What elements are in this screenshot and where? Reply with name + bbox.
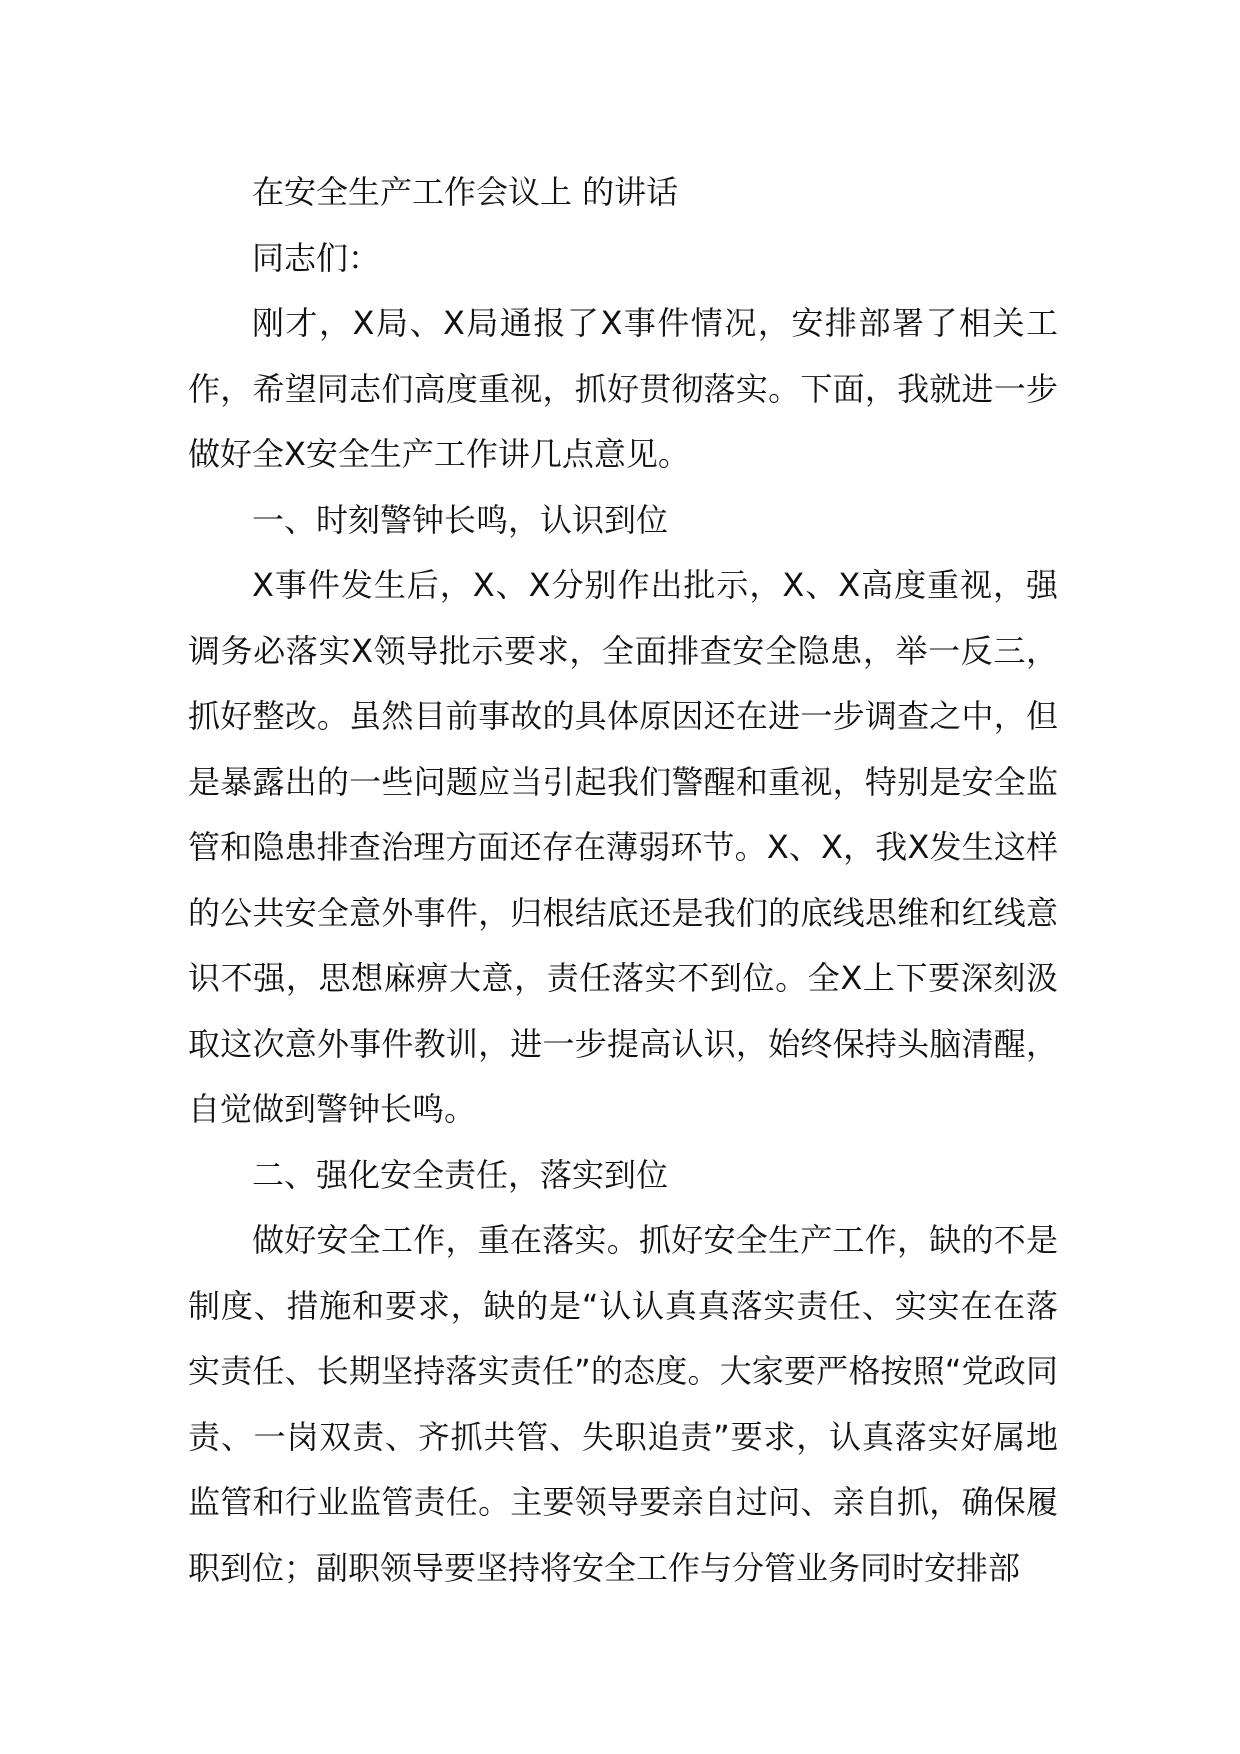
section-heading-1: 一、时刻警钟长鸣，认识到位 [252,500,669,539]
document-body [188,160,1058,1601]
paragraph-section-2: 做好安全工作，重在落实。抓好安全生产工作，缺的不是制度、措施和要求，缺的是“认认真真落实责任、实实在在落实责任、长期坚持落实责任”的态度。大家要严格按照“党政同责、一岗双责、齐抓共管、失职追责”要求，认真落实好属地监管和行业监管责任。主要领导要亲自过问、亲自抓，确保履职到位；副职领导要坚持将安全工作与分管业务同时安排部 [188,1221,1058,1587]
paragraph-intro: 刚才，X局、X局通报了X事件情况，安排部署了相关工作，希望同志们高度重视，抓好贯彻落实。下面，我就进一步做好全X安全生产工作讲几点意见。 [188,304,1058,473]
salutation: 同志们： [252,238,381,277]
section-heading-2: 二、强化安全责任，落实到位 [252,1155,669,1194]
document-title: 在安全生产工作会议上 的讲话 [252,173,679,211]
paragraph-section-1: X事件发生后，X、X分别作出批示，X、X高度重视，强调务必落实X领导批示要求，全面排查安全隐患，举一反三，抓好整改。虽然目前事故的具体原因还在进一步调查之中，但是暴露出的一些问题应当引起我们警醒和重视，特别是安全监管和隐患排查治理方面还存在薄弱环节。X、X，我X发生这样的公共安全意外事件，归根结底还是我们的底线思维和红线意识不强，思想麻痹大意，责任落实不到位。全X上下要深刻汲取这次意外事件教训，进一步提高认识，始终保持头脑清醒，自觉做到警钟长鸣。 [188,566,1058,1128]
